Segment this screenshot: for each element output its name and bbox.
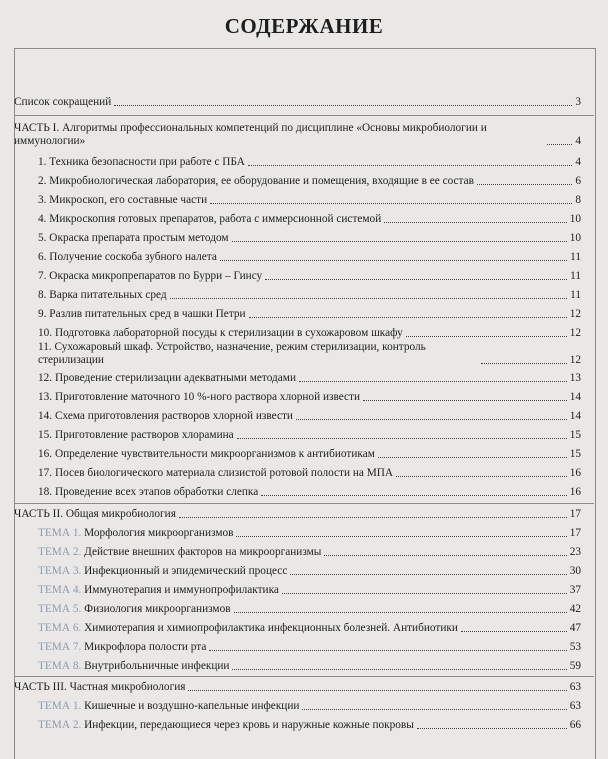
toc-item-label: 11. Сухожаровый шкаф. Устройство, назначение, режим стерилизации, контроль стерилизации [38, 341, 426, 366]
toc-item-page: 16 [569, 486, 581, 498]
dot-leader [461, 631, 567, 632]
toc-item-label: 9. Разлив питательных сред в чашки Петри [38, 308, 246, 320]
toc-item[interactable] [38, 448, 581, 461]
dot-leader [324, 555, 566, 556]
toc-item[interactable] [38, 194, 581, 207]
toc-topic[interactable] [38, 622, 581, 635]
toc-item-label: 4. Микроскопия готовых препаратов, работа с иммерсионной системой [38, 213, 382, 225]
section-divider [14, 676, 594, 677]
topic-prefix: ТЕМА 3. [38, 565, 82, 577]
toc-item-label: 8. Варка питательных сред [38, 289, 167, 301]
toc-entry-abbreviations[interactable] [14, 96, 581, 109]
topic-label: Иммунотерапия и иммунопрофилактика [84, 584, 279, 596]
topic-prefix: ТЕМА 5. [38, 603, 82, 615]
topic-page: 23 [569, 546, 581, 558]
dot-leader [265, 279, 567, 280]
toc-item-page: 11 [570, 270, 581, 282]
toc-item-label: 16. Определение чувствительности микроорганизмов к антибиотикам [38, 448, 375, 460]
dot-leader [220, 260, 567, 261]
page-title: СОДЕРЖАНИЕ [224, 14, 384, 38]
toc-item-page: 4 [575, 156, 581, 168]
dot-leader [234, 612, 567, 613]
topic-page: 17 [569, 527, 581, 539]
toc-item-page: 12 [569, 327, 581, 339]
topic-page: 66 [569, 719, 581, 731]
toc-item-label: 10. Подготовка лабораторной посуды к стерилизации в сухожаровом шкафу [38, 327, 403, 339]
topic-prefix: ТЕМА 8. [38, 660, 82, 672]
topic-page: 63 [569, 700, 581, 712]
toc-part-page: 17 [569, 508, 581, 520]
topic-prefix: ТЕМА 1. [38, 527, 82, 539]
topic-label: Химиотерапия и химиопрофилактика инфекционных болезней. Антибиотики [84, 622, 458, 634]
toc-item[interactable] [38, 486, 581, 499]
dot-leader [363, 400, 567, 401]
dot-leader [378, 457, 567, 458]
toc-part-1[interactable] [14, 122, 581, 148]
toc-item-page: 16 [569, 467, 581, 479]
toc-topic[interactable] [38, 641, 581, 654]
dot-leader [547, 144, 572, 145]
toc-item-label: 15. Приготовление растворов хлорамина [38, 429, 234, 441]
toc-part-3[interactable] [14, 681, 581, 694]
dot-leader [296, 419, 567, 420]
toc-item-page: 14 [569, 391, 581, 403]
toc-item[interactable] [38, 467, 581, 480]
dot-leader [384, 222, 566, 223]
dot-leader [299, 381, 567, 382]
dot-leader [188, 690, 566, 691]
topic-page: 30 [569, 565, 581, 577]
toc-item-page: 10 [569, 213, 581, 225]
topic-label: Кишечные и воздушно-капельные инфекции [84, 700, 300, 712]
dot-leader [282, 593, 567, 594]
topic-prefix: ТЕМА 6. [38, 622, 82, 634]
dot-leader [290, 574, 566, 575]
topic-prefix: ТЕМА 2. [38, 719, 82, 731]
toc-item[interactable] [38, 341, 581, 367]
topic-prefix: ТЕМА 2. [38, 546, 82, 558]
dot-leader [232, 241, 567, 242]
toc-item[interactable] [38, 410, 581, 423]
toc-part-page: 63 [569, 681, 581, 693]
dot-leader [232, 669, 566, 670]
toc-part-page: 4 [575, 135, 581, 147]
toc-item[interactable] [38, 232, 581, 245]
toc-item-label: 12. Проведение стерилизации адекватными методами [38, 372, 296, 384]
dot-leader [417, 728, 567, 729]
toc-part-label: ЧАСТЬ II. Общая микробиология [14, 508, 176, 520]
topic-label: Внутрибольничные инфекции [84, 660, 230, 672]
dot-leader [477, 184, 572, 185]
toc-entry-page: 3 [575, 96, 581, 108]
topic-page: 47 [569, 622, 581, 634]
toc-part-label: ЧАСТЬ III. Частная микробиология [14, 681, 186, 693]
toc-topic[interactable] [38, 603, 581, 616]
dot-leader [114, 105, 572, 106]
toc-item-label: 6. Получение соскоба зубного налета [38, 251, 217, 263]
toc-item-label: 3. Микроскоп, его составные части [38, 194, 208, 206]
toc-item-label: 2. Микробиологическая лаборатория, ее оборудование и помещения, входящие в ее состав [38, 175, 474, 187]
topic-page: 59 [569, 660, 581, 672]
topic-prefix: ТЕМА 1. [38, 700, 82, 712]
topic-label: Физиология микроорганизмов [84, 603, 231, 615]
toc-item-page: 12 [569, 354, 581, 366]
topic-page: 42 [569, 603, 581, 615]
toc-item-label: 5. Окраска препарата простым методом [38, 232, 229, 244]
toc-item-page: 13 [569, 372, 581, 384]
toc-item[interactable] [38, 289, 581, 302]
toc-item[interactable] [38, 429, 581, 442]
toc-item-page: 11 [570, 251, 581, 263]
toc-item-label: 14. Схема приготовления растворов хлорной извести [38, 410, 293, 422]
toc-item[interactable] [38, 213, 581, 226]
toc-part-2[interactable] [14, 508, 581, 521]
toc-item[interactable] [38, 251, 581, 264]
toc-entry-label: Список сокращений [14, 96, 112, 108]
section-divider [14, 115, 594, 116]
dot-leader [261, 495, 566, 496]
toc-topic[interactable] [38, 527, 581, 540]
topic-page: 53 [569, 641, 581, 653]
topic-label: Морфология микроорганизмов [84, 527, 234, 539]
toc-item[interactable] [38, 308, 581, 321]
dot-leader [249, 317, 567, 318]
toc-topic[interactable] [38, 660, 581, 673]
dot-leader [237, 438, 567, 439]
toc-item-page: 10 [569, 232, 581, 244]
toc-item-page: 8 [575, 194, 581, 206]
dot-leader [396, 476, 567, 477]
toc-item-label: 13. Приготовление маточного 10 %-ного раствора хлорной извести [38, 391, 361, 403]
toc-item[interactable] [38, 391, 581, 404]
toc-part-label: ЧАСТЬ I. Алгоритмы профессиональных компетенций по дисциплине «Основы микробиологии и иммунологии» [14, 122, 487, 147]
topic-label: Инфекции, передающиеся через кровь и наружные кожные покровы [84, 719, 414, 731]
dot-leader [170, 298, 567, 299]
toc-item[interactable] [38, 175, 581, 188]
dot-leader [481, 363, 567, 364]
toc-topic[interactable] [38, 700, 581, 713]
section-divider [14, 503, 594, 504]
toc-item-page: 6 [575, 175, 581, 187]
dot-leader [302, 709, 566, 710]
dot-leader [179, 517, 567, 518]
toc-item-page: 14 [569, 410, 581, 422]
toc-item[interactable] [38, 372, 581, 385]
toc-item[interactable] [38, 327, 581, 340]
toc-topic[interactable] [38, 546, 581, 559]
toc-item-page: 15 [569, 429, 581, 441]
toc-item[interactable] [38, 156, 581, 169]
dot-leader [248, 165, 572, 166]
dot-leader [210, 203, 572, 204]
dot-leader [406, 336, 567, 337]
dot-leader [236, 536, 566, 537]
toc-item-label: 1. Техника безопасности при работе с ПБА [38, 156, 245, 168]
toc-item-page: 11 [570, 289, 581, 301]
toc-item-page: 12 [569, 308, 581, 320]
toc-topic[interactable] [38, 719, 581, 732]
toc-item-page: 15 [569, 448, 581, 460]
topic-page: 37 [569, 584, 581, 596]
topic-label: Действие внешних факторов на микроорганизмы [84, 546, 322, 558]
toc-topic[interactable] [38, 584, 581, 597]
toc-item[interactable] [38, 270, 581, 283]
toc-item-label: 7. Окраска микропрепаратов по Бурри – Гинсу [38, 270, 263, 282]
toc-item-label: 17. Посев биологического материала слизистой ротовой полости на МПА [38, 467, 394, 479]
toc-item-label: 18. Проведение всех этапов обработки слепка [38, 486, 259, 498]
topic-label: Микрофлора полости рта [84, 641, 207, 653]
dot-leader [209, 650, 566, 651]
topic-prefix: ТЕМА 4. [38, 584, 82, 596]
topic-label: Инфекционный и эпидемический процесс [84, 565, 288, 577]
topic-prefix: ТЕМА 7. [38, 641, 82, 653]
toc-topic[interactable] [38, 565, 581, 578]
